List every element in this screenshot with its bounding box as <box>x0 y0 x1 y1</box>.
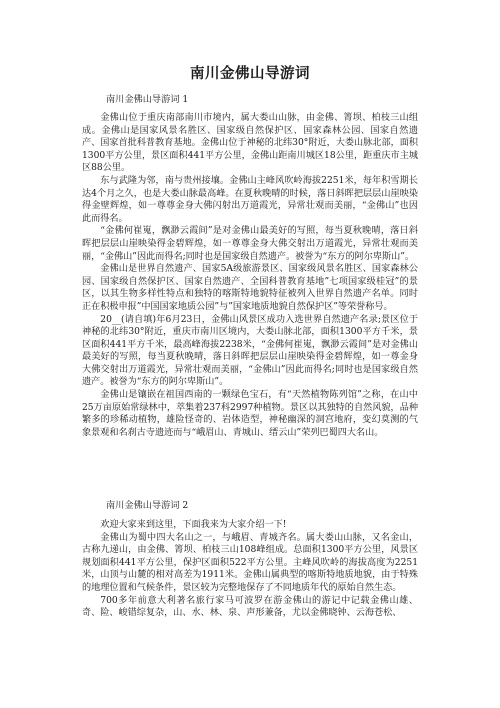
paragraph: 金佛山是世界自然遗产、国家5A级旅游景区、国家级风景名胜区、国家森林公园、国家级自然保护区、国家自然遗产、全国科普教育基地”七项国家级桂冠”的景区，以其生物多样性特点和独特的喀斯特地貌特征被列入世界自然遗产名单。同时正在积极申报”中国国家地质公园”与”国家地质地貌自然保护区”等荣誉称号。 <box>82 264 418 312</box>
paragraph: 金佛山是镶嵌在祖国西南的一颗绿色宝石，有“天然植物陈列馆”之称，在山中25万亩原始常绿林中，萃集着237科2997种植物。景区以其独特的自然风貌，品种繁多的珍稀动植物，雄险怪奇的、岩体造型，神秘幽深的洞宫地府，变幻莫测的气象景观和名刹古寺遗迹而与“峨眉山、青城山、缙云山”荣列巴蜀四大名山。 <box>82 390 418 438</box>
paragraph: 欢迎大家来到这里，下面我来为大家介绍一下! <box>100 520 287 530</box>
section-heading-2: 南川金佛山导游词 2 <box>106 500 189 511</box>
section-2-body <box>82 519 418 620</box>
document-title: 南川金佛山导游词 <box>190 66 310 82</box>
paragraph: 东与武隆为邻，南与贵州接壤。金佛山主峰风吹岭海拔2251米，每年积雪期长达4个月之久，也是大娄山脉最高峰。在夏秋晚晴的时候，落日斜晖把层层山崖映染得金壁辉煌，如一尊尊金身大佛闪射出万道霞光，异常壮观而美丽，“金佛山”也因此而得名。 <box>82 175 418 224</box>
paragraph: 20__(请自填)年6月23日，金佛山风景区成功入选世界自然遗产名录;景区位于神秘的北纬30°附近，重庆市南川区境内，大娄山脉北部，面积1300平方千米，景区面积441平方千米，最高峰海拔2238米，“金佛何崔嵬，飘渺云霞间”是对金佛山最美好的写照，每当夏秋晚晴，落日斜晖把层层山崖映染得金碧辉煌，如一尊金身大佛交射出万道霞光，异常壮观而美丽，“金佛山”因此而得名;同时也是国家级自然遗产。被誉为“东方的阿尔卑斯山”。 <box>82 314 418 388</box>
paragraph: 700多年前意大利著名旅行家马可波罗在游金佛山的游记中记载金佛山雄、奇、险、峻错综复杂，山、水、林、泉、声形兼备，尤以金佛晓钟、云海苍松、 <box>82 595 418 619</box>
section-heading-1: 南川金佛山导游词 1 <box>106 94 189 105</box>
section-1-body <box>82 112 418 439</box>
paragraph: 金佛山位于重庆南部南川市境内，属大娄山山脉，由金佛、箐坝、柏枝三山组成。金佛山是国家风景名胜区、国家级自然保护区、国家森林公园、国家自然遗产、国家首批科普教育基地。金佛山位于神秘的北纬30°附近，大娄山脉北部，面积1300平方公里，景区面积441平方公里，金佛山距南川城区18公里，距重庆市主城区88公里。 <box>82 113 418 174</box>
paragraph: 金佛山为蜀中四大名山之一，与峨眉、青城齐名。属大娄山山脉，又名金山，古称九递山，由金佛、箐坝、柏枝三山108峰组成。总面积1300平方公里，风景区规划面积441平方公里，保护区面积522平方公里。主峰风吹岭的海拔高度为2251米，山顶与山麓的相对高差为1911米。金佛山属典型的喀斯特地质地貌，由于特殊的地理位置和气候条件，景区较为完整地保存了不同地质年代的原始自然生态。 <box>82 532 418 593</box>
paragraph: “金佛何崔嵬，飘渺云霞间”是对金佛山最美好的写照，每当夏秋晚晴，落日斜晖把层层山崖映染得金碧辉煌，如一尊尊金身大佛交射出万道霞光，异常壮观而美丽，“金佛山”因此而得名;同时也是国家级自然遗产。被誉为“东方的阿尔卑斯山”。 <box>82 226 418 262</box>
